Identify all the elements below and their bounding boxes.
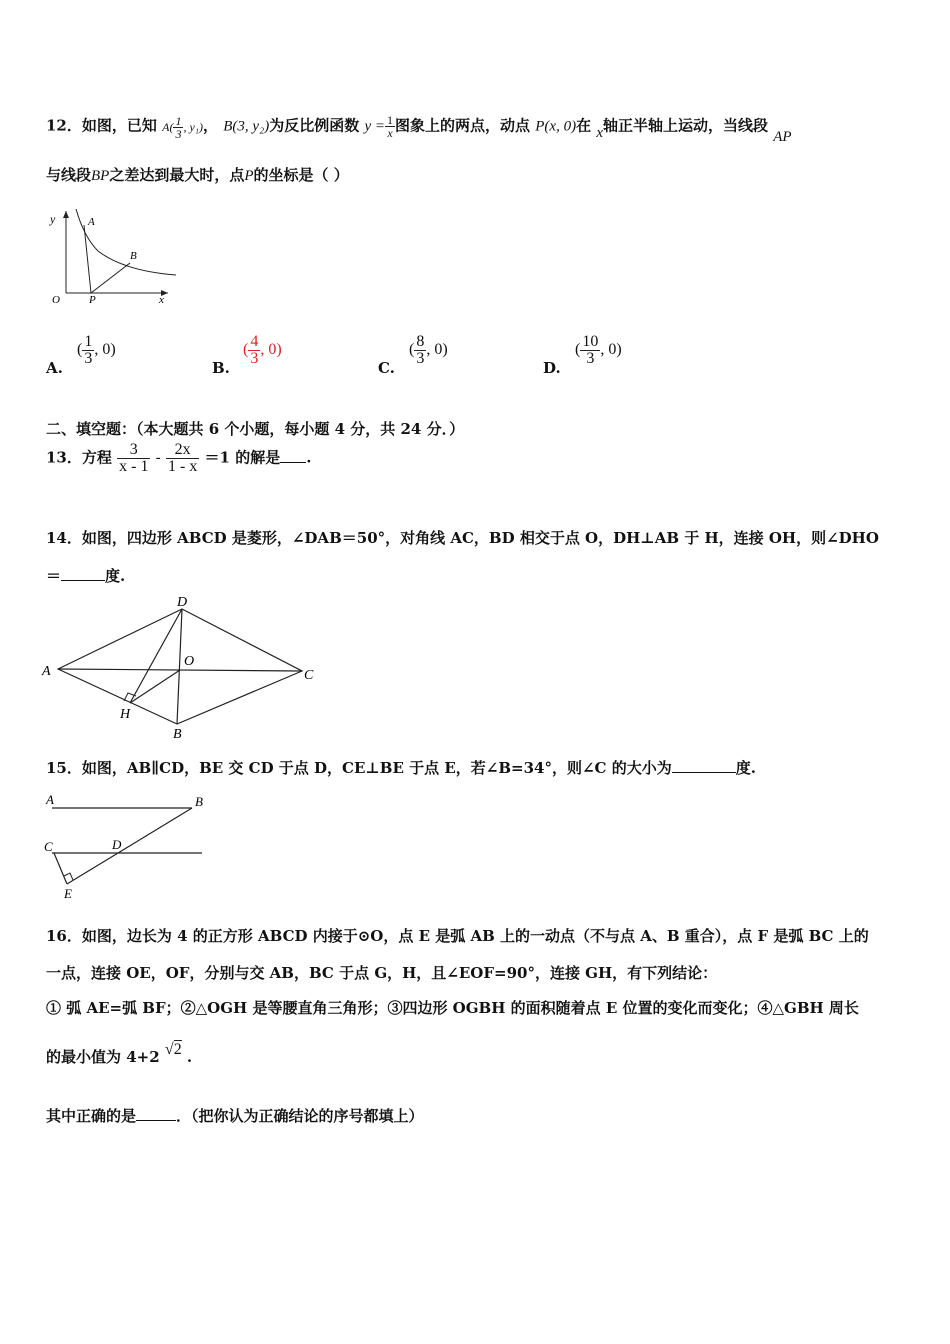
- q15-line: 15．如图，AB∥CD，BE 交 CD 于点 D，CE⊥BE 于点 E，若∠B=34°，则∠C 的大小为 度.: [46, 759, 756, 777]
- point-p-label: P(x, 0): [535, 118, 577, 135]
- q15-answer-blank: [672, 772, 736, 773]
- q14-line1: 14．如图，四边形 ABCD 是菱形，∠DAB＝50°，对角线 AC，BD 相交于点 O，DH⊥AB 于 H，连接 OH，则∠DHO: [46, 529, 879, 547]
- fig12-y-label: y: [50, 212, 56, 226]
- q13-line: 13．方程 $\frac{3}{x - 1}$ - $\frac{2x}{1 - x}$ ＝1 的解是 .: [46, 441, 312, 475]
- fig14-h-label: H: [120, 707, 131, 722]
- option-a-value: ( $\frac{1}{3}$ , 0): [77, 333, 116, 367]
- fig15-c-label: C: [44, 839, 53, 854]
- fig12-o-label: O: [52, 294, 60, 305]
- q15-figure: [40, 790, 215, 905]
- fig15-e-label: E: [64, 886, 72, 901]
- q14-figure: [40, 592, 330, 742]
- q12-line2: 与线段BP之差达到最大时，点P的坐标是（ ）: [46, 166, 349, 184]
- fig14-a-label: A: [42, 664, 51, 679]
- fig14-b-label: B: [173, 727, 182, 742]
- fig12-b-label: B: [130, 250, 137, 262]
- q16-line4: 的最小值为 4+2 √2 .: [46, 1041, 193, 1066]
- q14-line2: ＝ 度.: [46, 567, 126, 585]
- fig12-p-label: P: [89, 294, 96, 305]
- option-d-value: ( $\frac{10}{3}$ , 0): [575, 333, 622, 367]
- option-c-value: ( $\frac{8}{3}$ , 0): [409, 333, 448, 367]
- q13-fraction-1: $\frac{3}{x - 1}$: [119, 441, 149, 475]
- fig14-o-label: O: [184, 654, 195, 669]
- q16-line3: ① 弧 AE=弧 BF；②△OGH 是等腰直角三角形；③四边形 OGBH 的面积随着点 E 位置的变化而变化；④△GBH 周长: [46, 999, 859, 1017]
- point-a-label: A( $\frac{1}{3}$ , y₁): [162, 114, 203, 142]
- q12-figure: [44, 205, 184, 305]
- q16-line2: 一点，连接 OE，OF，分别与交 AB，BC 于点 G，H，且∠EOF=90°，连接 GH，有下列结论：: [46, 964, 718, 982]
- q14-answer-blank: [61, 580, 105, 581]
- fig12-a-label: A: [88, 216, 95, 228]
- point-b-label: B(3, y₂): [223, 118, 270, 135]
- fig15-a-label: A: [46, 792, 54, 807]
- option-b-value: ( $\frac{4}{3}$ , 0): [243, 333, 282, 367]
- q16-line5: 其中正确的是 ．（把你认为正确结论的序号都填上）: [46, 1107, 424, 1125]
- section-2-heading: 二、填空题：（本大题共 6 个小题，每小题 4 分，共 24 分．）: [46, 420, 465, 438]
- q13-answer-blank: [280, 462, 306, 463]
- q12-line1: 12．如图，已知 A( $\frac{1}{3}$ , y₁)， B(3, y₂)为反比例函数 y = $\frac{1}{x}$ 图象上的两点，动点 P(x, 0)在 x轴正半轴上运动，当线段 AP: [46, 113, 792, 145]
- option-a-letter: A.: [46, 359, 63, 377]
- sqrt-symbol: √2: [164, 1041, 182, 1058]
- fig15-b-label: B: [195, 794, 203, 809]
- q16-line1: 16．如图，边长为 4 的正方形 ABCD 内接于⊙O，点 E 是弧 AB 上的一动点（不与点 A、B 重合），点 F 是弧 BC 上的: [46, 927, 869, 945]
- fig14-d-label: D: [177, 595, 188, 610]
- option-b-letter: B.: [212, 359, 230, 377]
- fig14-c-label: C: [304, 668, 314, 683]
- fig12-x-label: x: [159, 294, 164, 305]
- option-c-letter: C.: [378, 359, 395, 377]
- q16-answer-blank: [136, 1120, 176, 1121]
- option-d-letter: D.: [543, 359, 561, 377]
- q13-fraction-2: $\frac{2x}{1 - x}$: [167, 441, 198, 475]
- function-fraction: $\frac{1}{x}$: [387, 113, 394, 140]
- fig15-d-label: D: [112, 837, 122, 852]
